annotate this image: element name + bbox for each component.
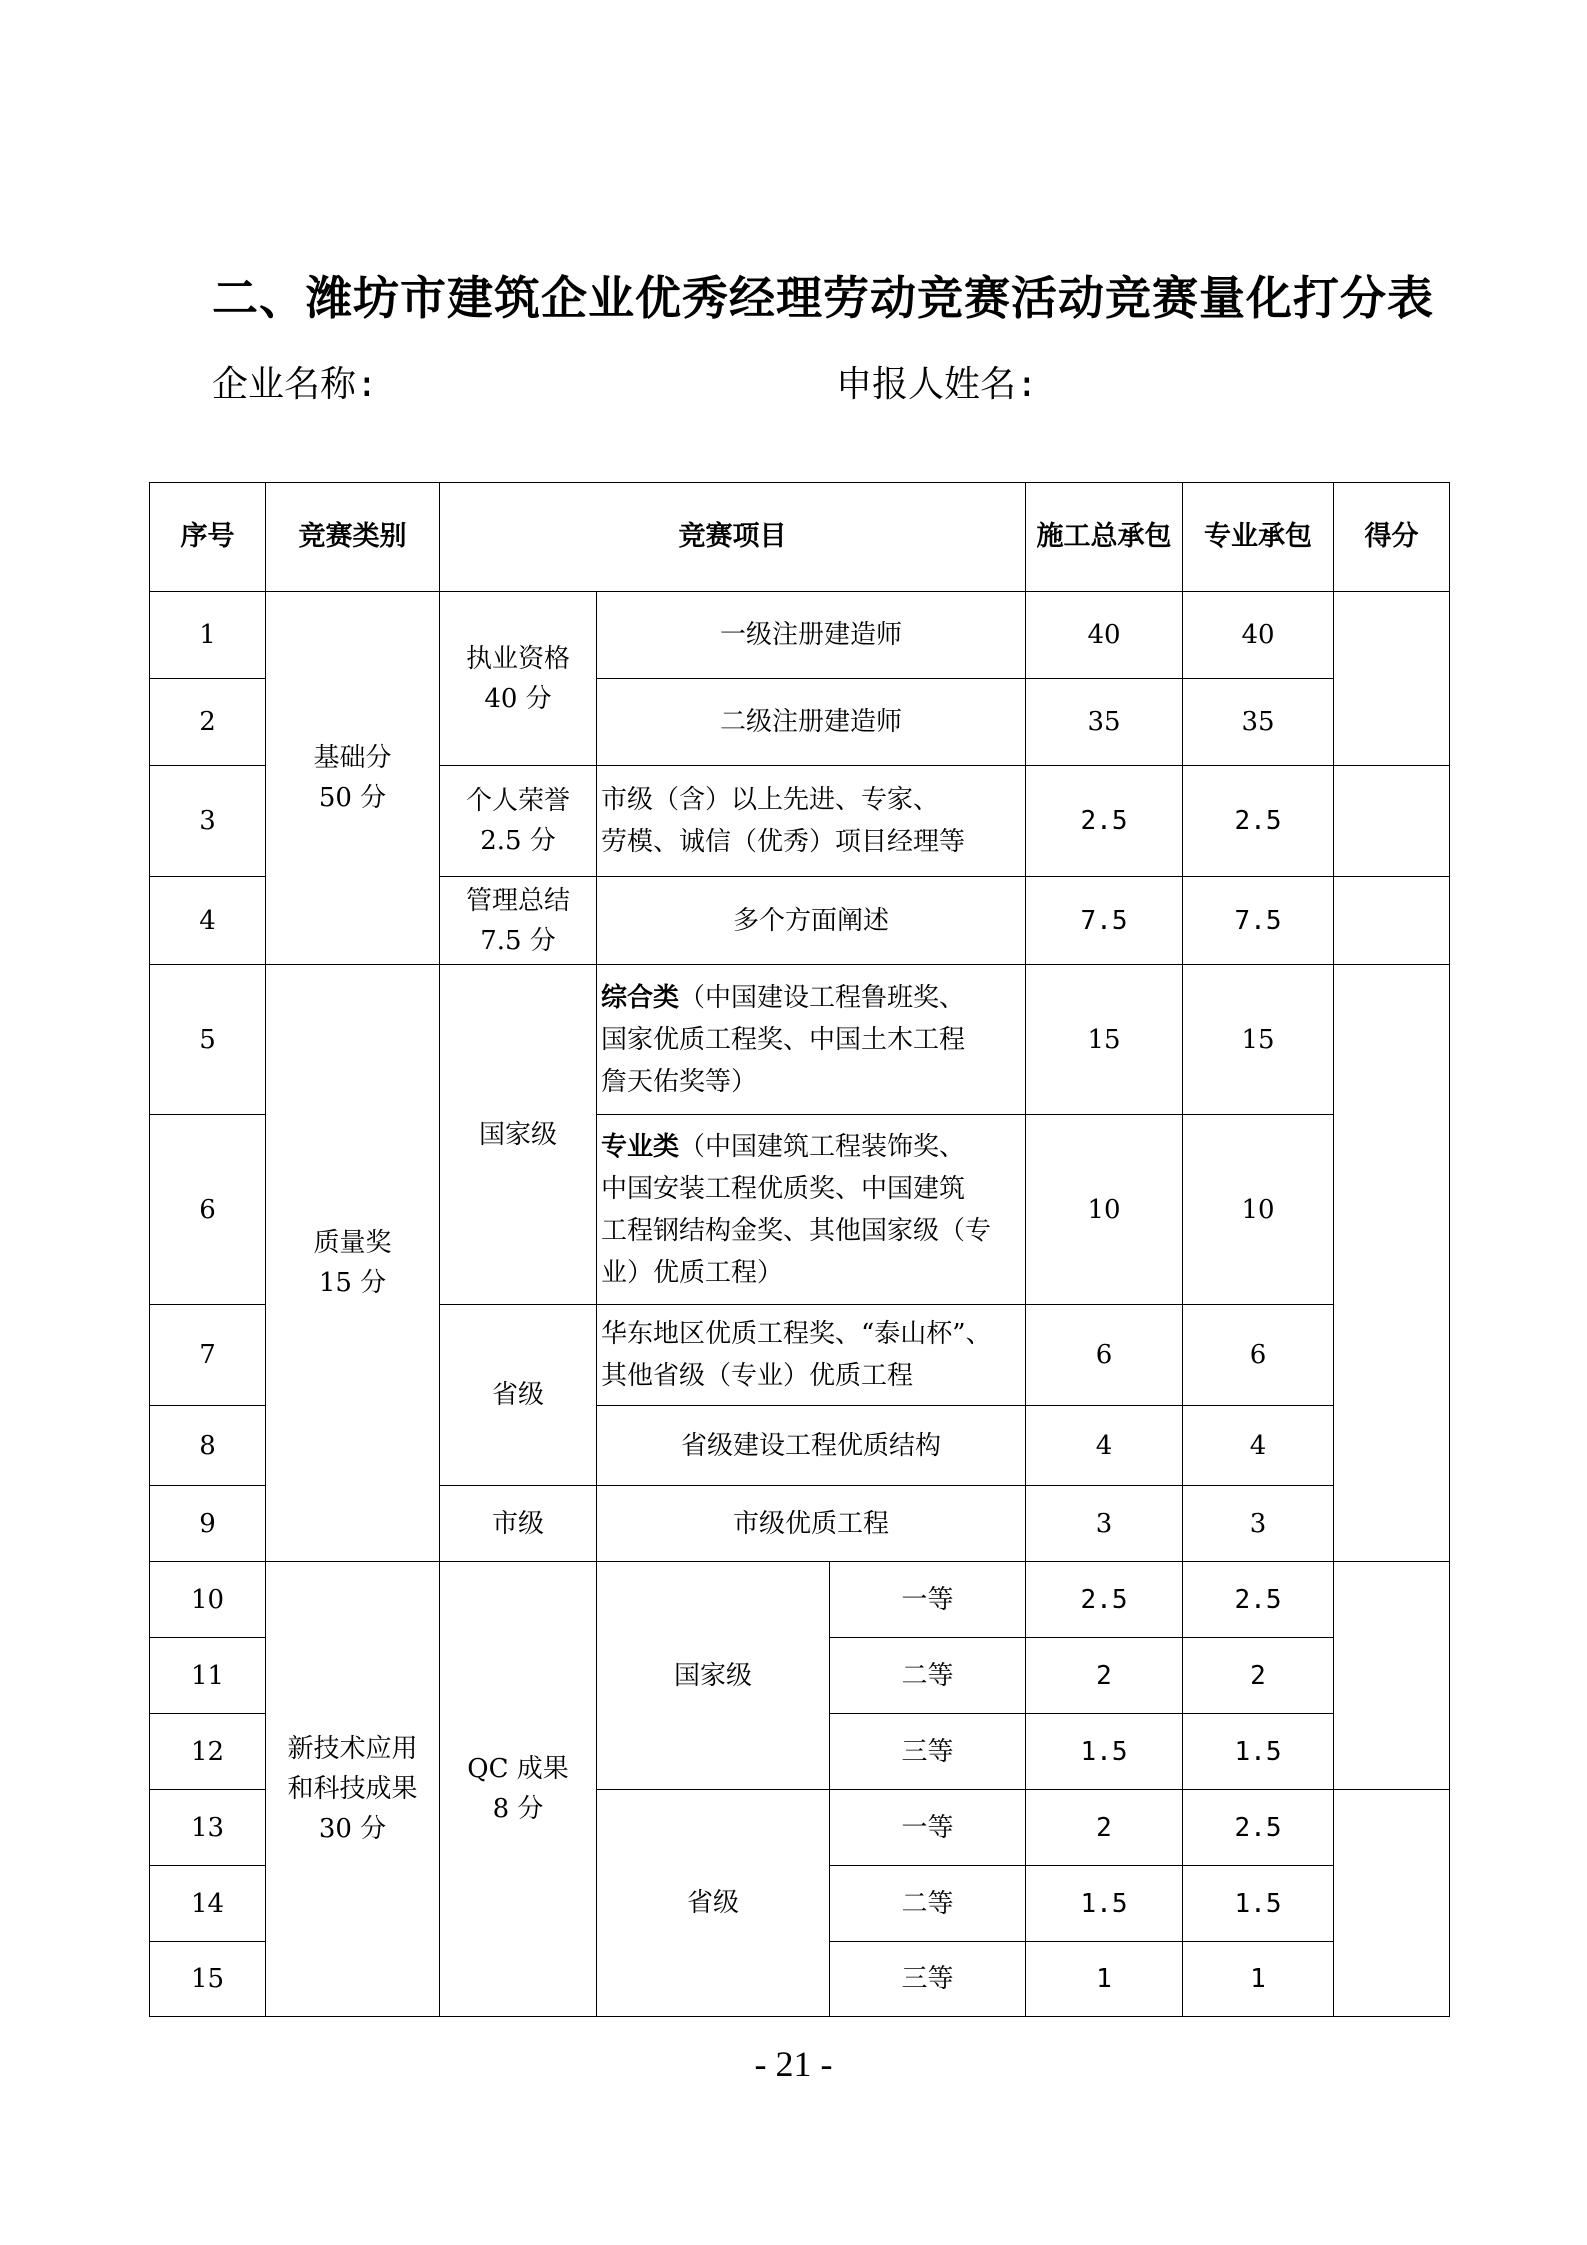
- row-general: 10: [1026, 1115, 1183, 1305]
- row-item: 二等: [830, 1638, 1026, 1714]
- row-special: 2.5: [1183, 1790, 1334, 1866]
- row-general: 15: [1026, 965, 1183, 1115]
- header-category: 竞赛类别: [266, 483, 440, 592]
- row-general: 2.5: [1026, 766, 1183, 877]
- page-number: - 21 -: [754, 2044, 833, 2084]
- row-seq: 5: [150, 965, 266, 1115]
- row-item: 多个方面阐述: [597, 877, 1026, 965]
- item-type-bold: 综合类: [601, 982, 680, 1013]
- item-text: （中国建设工程鲁班奖、 国家优质工程奖、中国土木工程 詹天佑奖等）: [601, 982, 966, 1097]
- row-seq: 2: [150, 679, 266, 766]
- score-cell[interactable]: [1334, 965, 1450, 1562]
- row-special: 1: [1183, 1942, 1334, 2017]
- subcategory-qualification: 执业资格 40 分: [440, 592, 597, 766]
- row-special: 6: [1183, 1305, 1334, 1406]
- row-seq: 8: [150, 1406, 266, 1486]
- score-cell[interactable]: [1334, 1562, 1450, 1790]
- row-item: [597, 1115, 1026, 1305]
- header-special-contract: 专业承包: [1183, 483, 1334, 592]
- row-seq: 12: [150, 1714, 266, 1790]
- row-seq: 11: [150, 1638, 266, 1714]
- header-seq: 序号: [150, 483, 266, 592]
- row-general: 2.5: [1026, 1562, 1183, 1638]
- table-row: [150, 592, 1450, 679]
- category-tech: 新技术应用 和科技成果 30 分: [266, 1562, 440, 2017]
- subcategory-qc: QC 成果 8 分: [440, 1562, 597, 2017]
- row-general: 6: [1026, 1305, 1183, 1406]
- row-item: 一级注册建造师: [597, 592, 1026, 679]
- row-special: 1.5: [1183, 1714, 1334, 1790]
- row-seq: 9: [150, 1486, 266, 1562]
- subcategory-honor: 个人荣誉 2.5 分: [440, 766, 597, 877]
- row-item: 二等: [830, 1866, 1026, 1942]
- row-item: 一等: [830, 1790, 1026, 1866]
- row-general: 4: [1026, 1406, 1183, 1486]
- row-special: 1.5: [1183, 1866, 1334, 1942]
- row-seq: 13: [150, 1790, 266, 1866]
- row-item: 市级（含）以上先进、专家、 劳模、诚信（优秀）项目经理等: [597, 766, 1026, 877]
- applicant-name-label: 申报人姓名:: [836, 364, 1038, 405]
- row-special: 4: [1183, 1406, 1334, 1486]
- item-text: （中国建筑工程装饰奖、 中国安装工程优质奖、中国建筑 工程钢结构金奖、其他国家级（专 业）优质工程）: [601, 1131, 992, 1288]
- row-general: 40: [1026, 592, 1183, 679]
- table-row: [150, 965, 1450, 1115]
- row-special: 3: [1183, 1486, 1334, 1562]
- row-general: 7.5: [1026, 877, 1183, 965]
- row-general: 35: [1026, 679, 1183, 766]
- row-item: [597, 965, 1026, 1115]
- row-general: 1.5: [1026, 1714, 1183, 1790]
- qc-provincial: 省级: [597, 1790, 830, 2017]
- table-header-row: [150, 483, 1450, 592]
- row-seq: 1: [150, 592, 266, 679]
- header-general-contract: 施工总承包: [1026, 483, 1183, 592]
- row-item: 省级建设工程优质结构: [597, 1406, 1026, 1486]
- row-special: 2.5: [1183, 766, 1334, 877]
- subcategory-city: 市级: [440, 1486, 597, 1562]
- row-item: 三等: [830, 1714, 1026, 1790]
- row-item: 三等: [830, 1942, 1026, 2017]
- row-item: 市级优质工程: [597, 1486, 1026, 1562]
- score-cell[interactable]: [1334, 877, 1450, 965]
- table-row: [150, 1562, 1450, 1638]
- category-base: 基础分 50 分: [266, 592, 440, 965]
- subcategory-provincial: 省级: [440, 1305, 597, 1486]
- row-special: 10: [1183, 1115, 1334, 1305]
- score-cell[interactable]: [1334, 766, 1450, 877]
- row-seq: 10: [150, 1562, 266, 1638]
- row-general: 3: [1026, 1486, 1183, 1562]
- company-name-label: 企业名称:: [212, 364, 378, 405]
- header-score: 得分: [1334, 483, 1450, 592]
- header-item: 竞赛项目: [440, 483, 1026, 592]
- row-general: 1.5: [1026, 1866, 1183, 1942]
- row-special: 35: [1183, 679, 1334, 766]
- row-general: 2: [1026, 1638, 1183, 1714]
- row-seq: 6: [150, 1115, 266, 1305]
- subcategory-summary: 管理总结 7.5 分: [440, 877, 597, 965]
- score-cell[interactable]: [1334, 1790, 1450, 2017]
- row-special: 2: [1183, 1638, 1334, 1714]
- category-quality: 质量奖 15 分: [266, 965, 440, 1562]
- row-seq: 3: [150, 766, 266, 877]
- row-special: 15: [1183, 965, 1334, 1115]
- subcategory-national: 国家级: [440, 965, 597, 1305]
- qc-national: 国家级: [597, 1562, 830, 1790]
- row-item: 二级注册建造师: [597, 679, 1026, 766]
- row-seq: 7: [150, 1305, 266, 1406]
- score-cell[interactable]: [1334, 592, 1450, 766]
- row-special: 2.5: [1183, 1562, 1334, 1638]
- row-general: 2: [1026, 1790, 1183, 1866]
- document-title: 二、潍坊市建筑企业优秀经理劳动竞赛活动竞赛量化打分表: [212, 271, 1434, 325]
- row-item: 华东地区优质工程奖、“泰山杯”、 其他省级（专业）优质工程: [597, 1305, 1026, 1406]
- row-seq: 4: [150, 877, 266, 965]
- row-item: 一等: [830, 1562, 1026, 1638]
- item-type-bold: 专业类: [601, 1131, 680, 1162]
- row-general: 1: [1026, 1942, 1183, 2017]
- row-special: 7.5: [1183, 877, 1334, 965]
- row-special: 40: [1183, 592, 1334, 679]
- row-seq: 15: [150, 1942, 266, 2017]
- row-seq: 14: [150, 1866, 266, 1942]
- score-table: [149, 482, 1450, 2017]
